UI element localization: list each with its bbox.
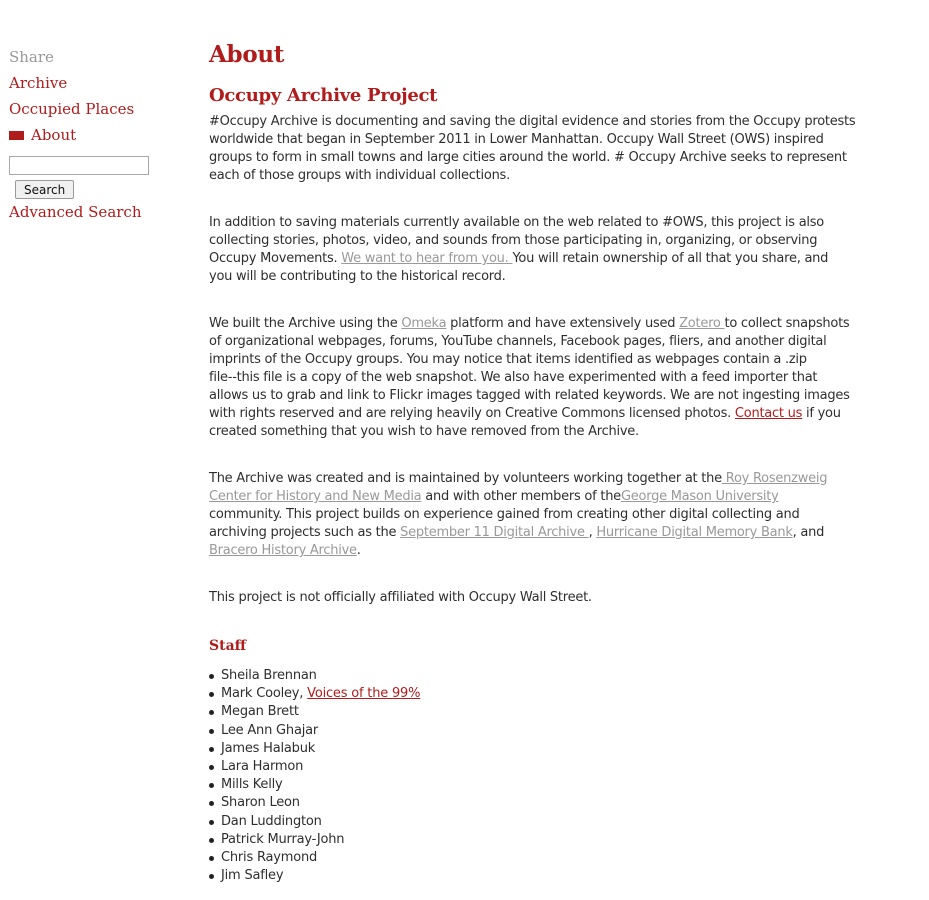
nav-share[interactable]: Share <box>9 48 54 66</box>
sidebar <box>9 44 179 225</box>
list-item <box>209 722 849 740</box>
list-item <box>209 703 849 721</box>
bullet-icon <box>209 692 214 697</box>
paragraph-intro <box>209 113 856 185</box>
staff-name: Chris Raymond <box>221 850 318 866</box>
bullet-icon <box>209 801 214 806</box>
bullet-icon <box>209 765 214 770</box>
text-line: platform and have extensively used <box>446 316 680 331</box>
text-line: In addition to saving materials currently available on the web related to #OWS, this project is also <box>209 215 825 230</box>
text-line: worldwide that began in September 2011 in Lower Manhattan. Occupy Wall Street (OWS) inspired <box>209 132 824 147</box>
omeka-link[interactable]: Omeka <box>401 316 447 331</box>
bullet-icon <box>209 820 214 825</box>
staff-name: Sheila Brennan <box>221 668 317 683</box>
list-item <box>209 867 849 885</box>
staff-name: Patrick Murray-John <box>221 831 345 847</box>
nav-archive[interactable]: Archive <box>9 74 68 92</box>
list-item <box>209 813 849 831</box>
hear-from-you-link[interactable]: We want to hear from you. <box>341 251 513 266</box>
text-line: The Archive was created and is maintained by volunteers working together at the <box>209 471 722 486</box>
gmu-link[interactable]: George Mason University <box>620 489 779 504</box>
bracero-archive-link[interactable]: Bracero History Archive <box>209 543 357 558</box>
list-item <box>209 758 849 776</box>
hurricane-bank-link[interactable]: Hurricane Digital Memory Bank <box>596 525 793 540</box>
section-title: Occupy Archive Project <box>209 85 438 106</box>
staff-name: Jim Safley <box>221 868 284 884</box>
text-line: community. This project builds on experience gained from creating other digital collecting and <box>209 507 800 522</box>
text-line: each of those groups with individual collections. <box>209 168 510 183</box>
current-page-marker-icon <box>9 131 24 140</box>
voices-99-link[interactable]: Voices of the 99% <box>307 686 421 702</box>
paragraph-materials <box>209 214 849 286</box>
bullet-icon <box>209 856 214 861</box>
text-line: if you <box>802 406 841 421</box>
sept11-archive-link[interactable]: September 11 Digital Archive <box>400 525 589 540</box>
bullet-icon <box>209 747 214 752</box>
bullet-icon <box>209 729 214 734</box>
staff-name: James Halabuk <box>221 740 316 756</box>
staff-name: Lara Harmon <box>221 759 304 775</box>
list-item <box>209 776 849 794</box>
search-input[interactable] <box>9 156 149 175</box>
bullet-icon <box>209 674 214 679</box>
zotero-link[interactable]: Zotero <box>679 316 725 331</box>
text-line: collecting stories, photos, video, and sounds from those participating in, organizing, or observing <box>209 233 818 248</box>
advanced-search-link[interactable]: Advanced Search <box>9 203 142 221</box>
list-item <box>209 849 849 867</box>
staff-name: Mark Cooley, <box>221 686 308 702</box>
staff-name: Sharon Leon <box>221 795 300 811</box>
list-item <box>209 740 849 758</box>
text-line: . <box>356 543 361 558</box>
text-line: you will be contributing to the historical record. <box>209 269 506 284</box>
text-line: and with other members of the <box>421 489 621 504</box>
text-line: to collect snapshots <box>724 316 850 331</box>
text-line: groups to form in small towns and large cities around the world. # Occupy Archive seeks to represent <box>209 150 847 165</box>
contact-us-link[interactable]: Contact us <box>734 406 803 421</box>
text-line: of organizational webpages, forums, YouTube channels, Facebook pages, fliers, and another digital <box>209 334 827 349</box>
paragraph-creators <box>209 470 849 560</box>
paragraph-disclaimer: This project is not officially affiliated with Occupy Wall Street. <box>209 590 592 605</box>
list-item <box>209 831 849 849</box>
nav-about[interactable] <box>9 122 179 148</box>
list-item <box>209 685 849 703</box>
list-item <box>209 794 849 812</box>
text-line: allows us to grab and link to Flickr images tagged with related keywords. We are not ingesting images <box>209 388 850 403</box>
staff-heading: Staff <box>209 638 247 654</box>
text-line: created something that you wish to have removed from the Archive. <box>209 424 639 439</box>
staff-name: Megan Brett <box>221 704 299 720</box>
search-button[interactable]: Search <box>15 180 74 199</box>
text-line: Occupy Movements. <box>209 251 342 266</box>
paragraph-platform <box>209 315 849 441</box>
bullet-icon <box>209 874 214 879</box>
text-line: , <box>588 525 597 540</box>
page-title: About <box>209 41 285 68</box>
staff-name: Mills Kelly <box>221 777 283 793</box>
staff-name: Dan Luddington <box>221 813 322 829</box>
nav-occupied-places[interactable]: Occupied Places <box>9 100 135 118</box>
nav-about-label: About <box>31 126 77 144</box>
bullet-icon <box>209 783 214 788</box>
text-line: archiving projects such as the <box>209 525 401 540</box>
text-line: file--this file is a copy of the web snapshot. We also have experimented with a feed importer that <box>209 370 818 385</box>
text-line: imprints of the Occupy groups. You may notice that items identified as webpages contain a .zip <box>209 352 807 367</box>
text-line: with rights reserved and are relying heavily on Creative Commons licensed photos. <box>209 406 735 421</box>
rrchnm-link-cont[interactable]: Center for History and New Media <box>209 489 422 504</box>
rrchnm-link[interactable]: Roy Rosenzweig <box>721 471 828 486</box>
staff-list <box>209 667 849 885</box>
bullet-icon <box>209 838 214 843</box>
staff-name: Lee Ann Ghajar <box>221 722 319 738</box>
text-line: You will retain ownership of all that you share, and <box>512 251 829 266</box>
list-item <box>209 667 849 685</box>
text-line: #Occupy Archive is documenting and saving the digital evidence and stories from the Occupy protests <box>209 114 856 129</box>
text-line: We built the Archive using the <box>209 316 402 331</box>
bullet-icon <box>209 710 214 715</box>
text-line: , and <box>792 525 825 540</box>
main-content <box>209 38 856 885</box>
